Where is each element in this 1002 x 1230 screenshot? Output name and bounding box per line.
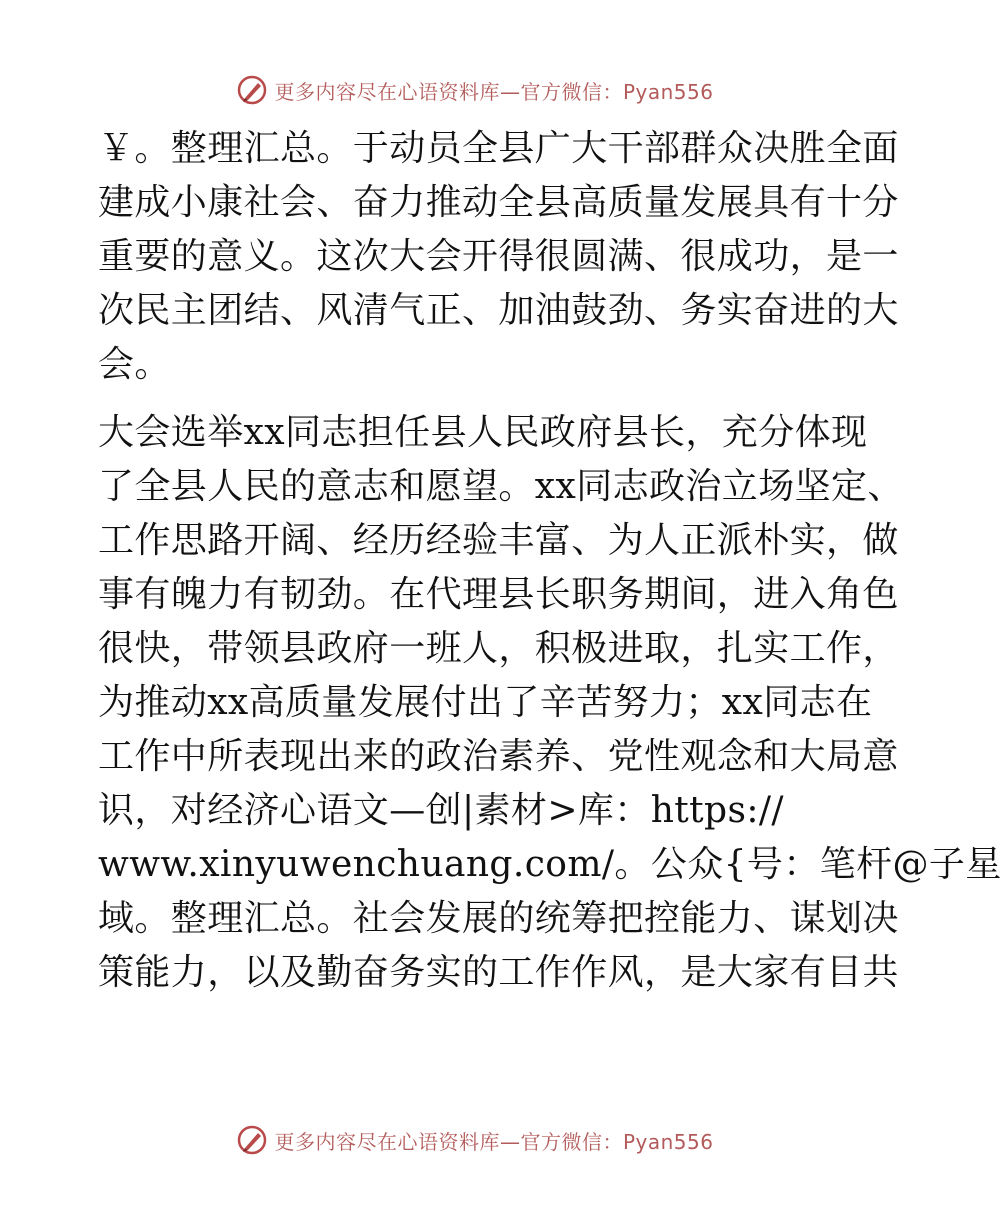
text-line: 域。整理汇总。社会发展的统筹把控能力、谋划决 — [98, 898, 899, 939]
text-line: 为推动xx高质量发展付出了辛苦努力；xx同志在 — [98, 682, 873, 723]
pen-logo-icon — [236, 74, 268, 106]
text-line: 工作中所表现出来的政治素养、党性观念和大局意 — [98, 736, 899, 777]
text-line: 重要的意义。这次大会开得很圆满、很成功，是一 — [98, 236, 899, 277]
footer-watermark — [0, 1120, 950, 1160]
watermark-text: 更多内容尽在心语资料库—官方微信：Pyan556 — [274, 79, 714, 104]
text-line: 建成小康社会、奋力推动全县高质量发展具有十分 — [98, 182, 899, 223]
paragraph-2 — [98, 406, 1002, 1000]
text-line: 大会选举xx同志担任县人民政府县长，充分体现 — [98, 412, 868, 453]
text-line: 工作思路开阔、经历经验丰富、为人正派朴实，做 — [98, 520, 899, 561]
text-line: 识，对经济心语文—创|素材>库：https:// — [98, 790, 784, 831]
text-line: 会。 — [98, 344, 171, 385]
text-line: 很快，带领县政府一班人，积极进取，扎实工作， — [98, 628, 899, 669]
paragraph-1 — [98, 122, 899, 392]
header-watermark — [0, 70, 950, 110]
text-line: 策能力，以及勤奋务实的工作作风，是大家有目共 — [98, 952, 899, 993]
paragraph-spacer — [98, 392, 858, 406]
text-line: 次民主团结、风清气正、加油鼓劲、务实奋进的大 — [98, 290, 899, 331]
document-body — [98, 122, 1002, 1000]
text-line: www.xinyuwenchuang.com/。公众{号：笔杆@子星 — [98, 844, 1002, 885]
text-line: 了全县人民的意志和愿望。xx同志政治立场坚定、 — [98, 466, 904, 507]
watermark-text: 更多内容尽在心语资料库—官方微信：Pyan556 — [274, 1129, 714, 1154]
pen-logo-icon — [236, 1124, 268, 1156]
text-line: ￥。整理汇总。于动员全县广大干部群众决胜全面 — [98, 128, 899, 169]
text-line: 事有魄力有韧劲。在代理县长职务期间，进入角色 — [98, 574, 899, 615]
